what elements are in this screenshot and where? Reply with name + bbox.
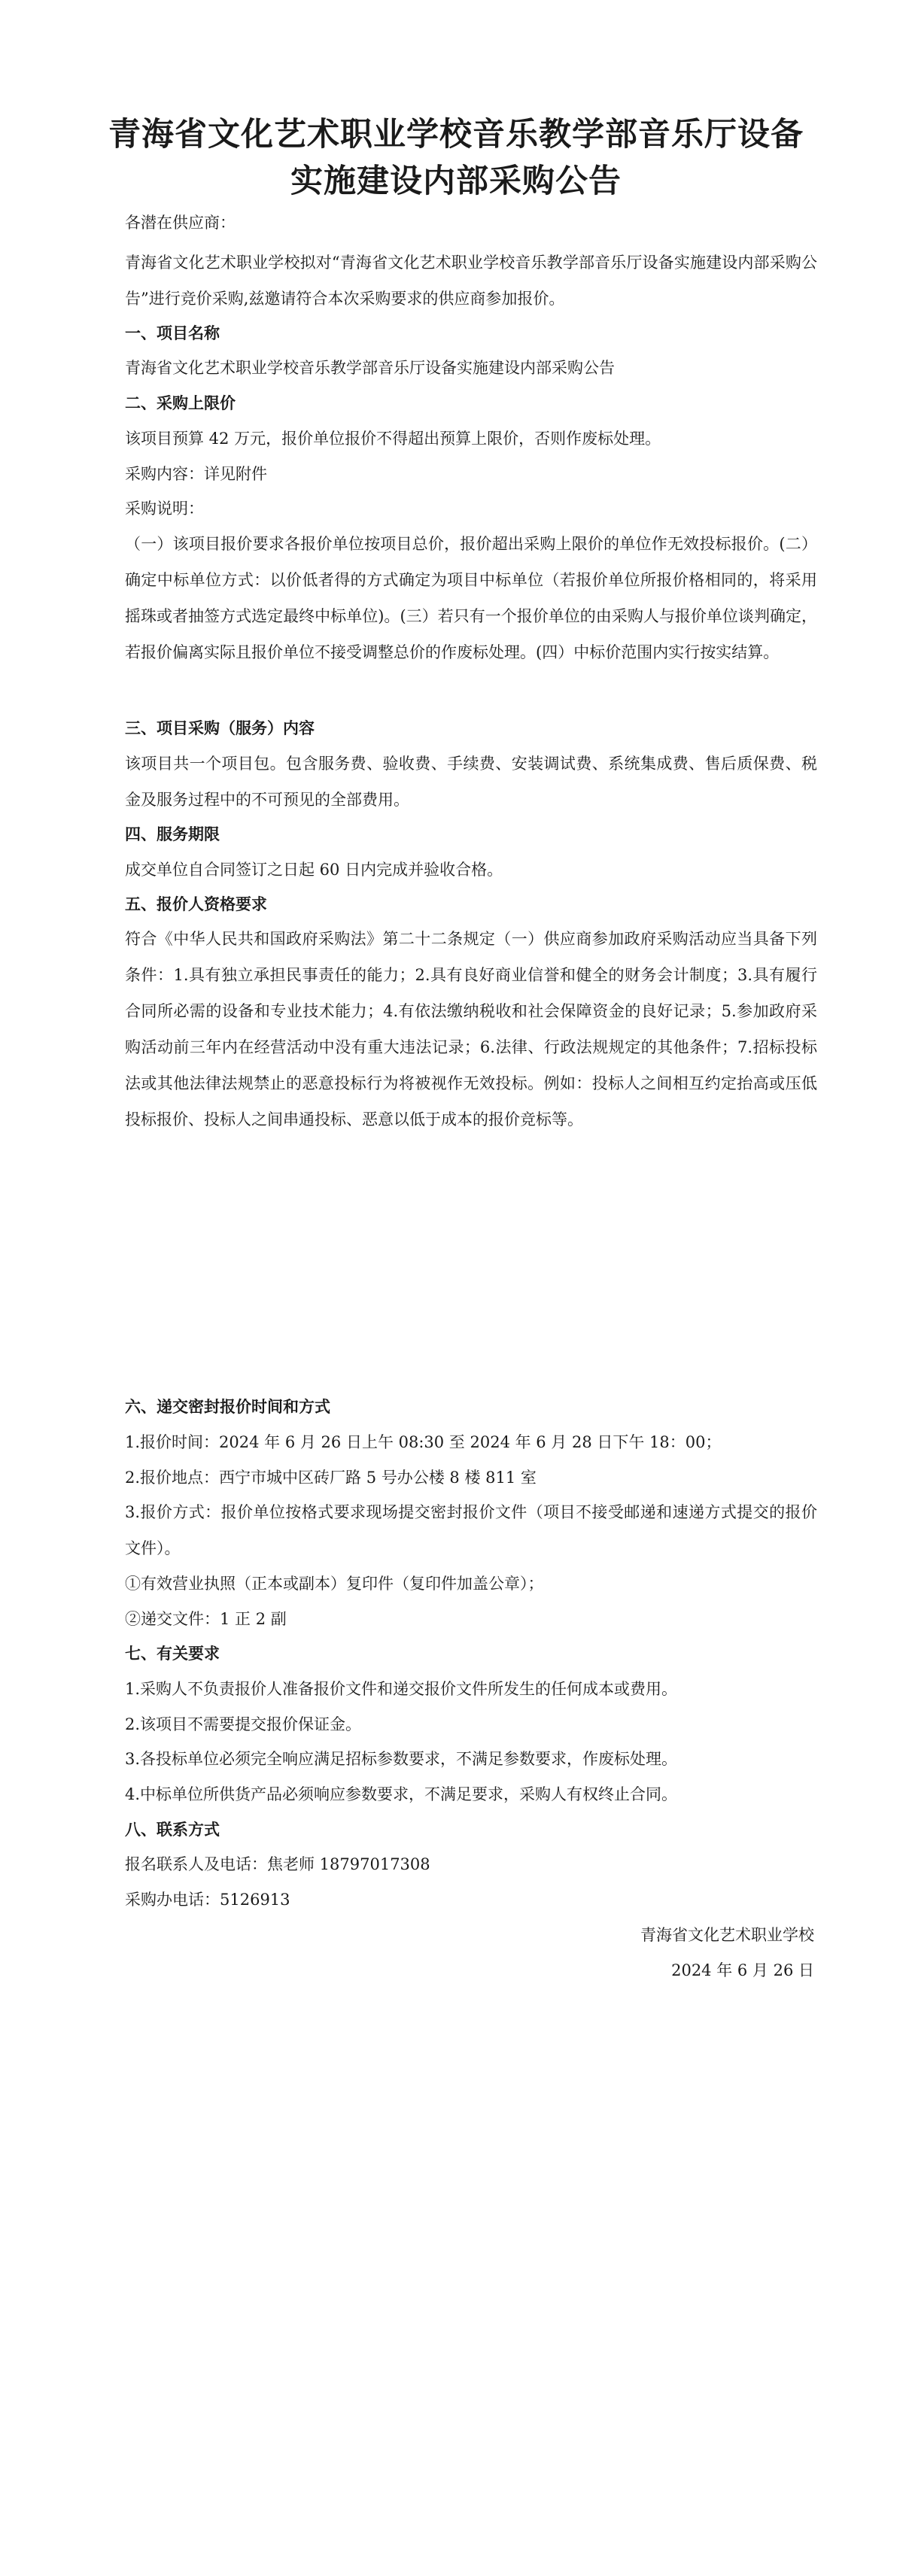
budget-text: 该项目预算 42 万元，报价单位报价不得超出预算上限价，否则作废标处理。 (125, 430, 661, 448)
footer-date: 2024 年 6 月 26 日 (671, 1961, 814, 1979)
procurement-notes-label: 采购说明： (125, 500, 204, 518)
salutation: 各潜在供应商： (125, 214, 236, 232)
requirement-4: 4.中标单位所供货产品必须响应参数要求，不满足要求，采购人有权终止合同。 (125, 1785, 678, 1803)
bid-time: 1.报价时间：2024 年 6 月 26 日上午 08:30 至 2024 年 6 月 28 日下午 18：00； (125, 1433, 722, 1451)
section-6-heading: 六、递交密封报价时间和方式 (125, 1398, 330, 1416)
section-3-heading: 三、项目采购（服务）内容 (125, 719, 315, 737)
section-4-heading: 四、服务期限 (125, 825, 220, 843)
intro-paragraph (125, 245, 817, 317)
service-period: 成交单位自合同签订之日起 60 日内完成并验收合格。 (125, 861, 503, 879)
footer-organization: 青海省文化艺术职业学校 (640, 1926, 814, 1944)
bid-method: 3.报价方式：报价单位按格式要求现场提交密封报价文件（项目不接受邮递和速递方式提交的报价文件）。 (125, 1503, 817, 1557)
page-title-line-1: 青海省文化艺术职业学校音乐教学部音乐厅设备 (108, 116, 804, 153)
bid-document-item-2: ②递交文件：1 正 2 副 (125, 1610, 287, 1628)
contact-person: 报名联系人及电话：焦老师 18797017308 (125, 1855, 430, 1873)
page-title-line-2: 实施建设内部采购公告 (290, 163, 622, 200)
bid-place: 2.报价地点：西宁市城中区砖厂路 5 号办公楼 8 楼 811 室 (125, 1469, 537, 1487)
requirement-3: 3.各投标单位必须完全响应满足招标参数要求，不满足参数要求，作废标处理。 (125, 1750, 678, 1768)
procurement-notes: （一）该项目报价要求各报价单位按项目总价，报价超出采购上限价的单位作无效投标报价。(二）确定中标单位方式：以价低者得的方式确定为项目中标单位（若报价单位所报价格相同的，将采用摇珠或者抽签方式选定最终中标单位)。(三）若只有一个报价单位的由采购人与报价单位谈判确定，若报价偏离实际且报价单位不接受调整总价的作废标处理。(四）中标价范围内实行按实结算。 (125, 535, 817, 661)
procurement-office-phone: 采购办电话：5126913 (125, 1891, 290, 1909)
project-name: 青海省文化艺术职业学校音乐教学部音乐厅设备实施建设内部采购公告 (125, 359, 615, 377)
section-7-heading: 七、有关要求 (125, 1645, 220, 1663)
section-1-heading: 一、项目名称 (125, 324, 220, 342)
qualification-requirements: 符合《中华人民共和国政府采购法》第二十二条规定（一）供应商参加政府采购活动应当具备下列条件：1.具有独立承担民事责任的能力；2.具有良好商业信誉和健全的财务会计制度；3.具有履行合同所必需的设备和专业技术能力；4.有依法缴纳税收和社会保障资金的良好记录；5.参加政府采购活动前三年内在经营活动中没有重大违法记录；6.法律、行政法规规定的其他条件；7.招标投标法或其他法律法规禁止的恶意投标行为将被视作无效投标。例如：投标人之间相互约定抬高或压低投标报价、投标人之间串通投标、恶意以低于成本的报价竞标等。 (125, 930, 817, 1129)
intro-text: 青海省文化艺术职业学校拟对“青海省文化艺术职业学校音乐教学部音乐厅设备实施建设内部采购公告”进行竞价采购,兹邀请符合本次采购要求的供应商参加报价。 (125, 254, 817, 308)
service-content: 该项目共一个项目包。包含服务费、验收费、手续费、安装调试费、系统集成费、售后质保费、税金及服务过程中的不可预见的全部费用。 (125, 755, 817, 809)
procurement-content: 采购内容：详见附件 (125, 465, 267, 483)
section-5-heading: 五、报价人资格要求 (125, 895, 267, 913)
section-8-heading: 八、联系方式 (125, 1821, 220, 1839)
bid-document-item-1: ①有效营业执照（正本或副本）复印件（复印件加盖公章）； (125, 1575, 544, 1593)
requirement-1: 1.采购人不负责报价人准备报价文件和递交报价文件所发生的任何成本或费用。 (125, 1680, 678, 1698)
requirement-2: 2.该项目不需要提交报价保证金。 (125, 1715, 362, 1733)
section-2-heading: 二、采购上限价 (125, 394, 236, 412)
